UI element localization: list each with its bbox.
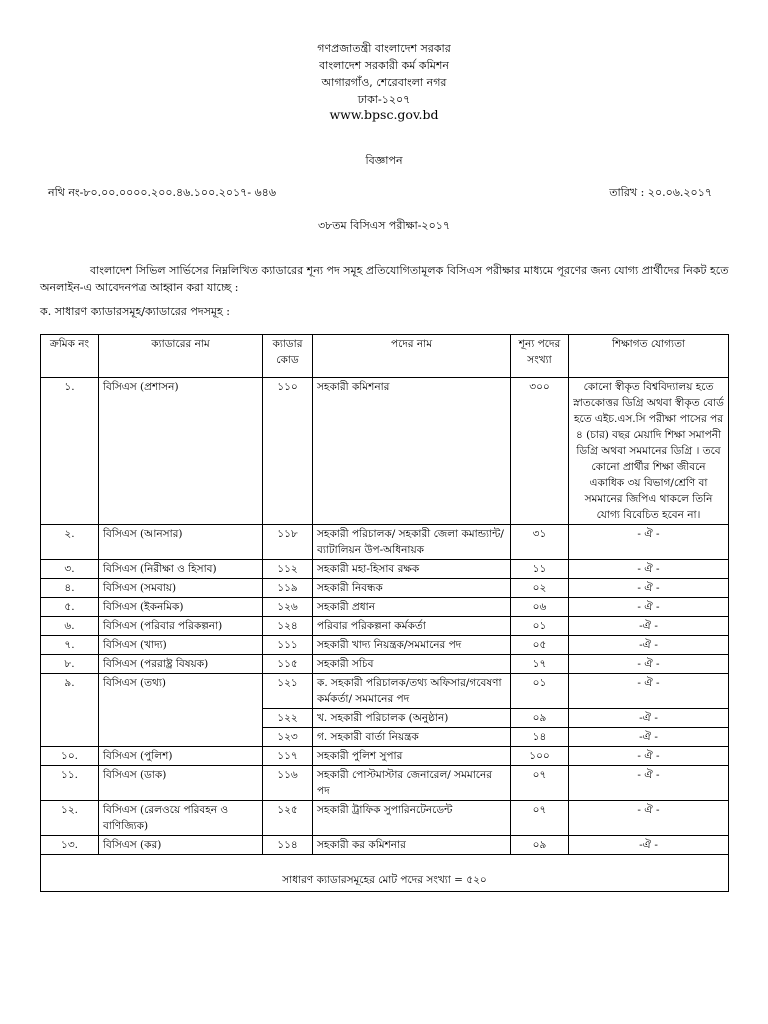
table-row — [41, 617, 729, 636]
memo-number: নথি নং-৮০.০০.০০০০.২০০.৪৬.১০০.২০১৭- ৬৪৬ — [48, 186, 276, 199]
post-cell: সহকারী পোস্টমাস্টার জেনারেল/ সমমানের পদ — [313, 766, 511, 801]
code-cell: ১১০ — [263, 378, 313, 525]
code-cell: ১১২ — [263, 560, 313, 579]
post-cell: খ. সহকারী পরিচালক (অনুষ্ঠান) — [313, 709, 511, 728]
intro-text-line2: অনলাইন-এ আবেদনপত্র আহ্বান করা যাচ্ছে : — [40, 281, 239, 294]
code-cell: ১১৭ — [263, 747, 313, 766]
cadre-cell: বিসিএস (তথ্য) — [99, 674, 263, 747]
post-cell: গ. সহকারী বার্তা নিয়ন্ত্রক — [313, 728, 511, 747]
cadre-cell: বিসিএস (কর) — [99, 836, 263, 855]
address-line: আগারগাঁও, শেরেবাংলা নগর — [321, 76, 447, 89]
count-cell: ৩০০ — [511, 378, 569, 525]
qualification-cell: - ঐ - — [569, 674, 729, 709]
code-cell: ১১৬ — [263, 766, 313, 801]
cadre-cell: বিসিএস (রেলওয়ে পরিবহন ও বাণিজ্যিক) — [99, 801, 263, 836]
govt-name: গণপ্রজাতন্ত্রী বাংলাদেশ সরকার — [317, 42, 451, 55]
qualification-cell: কোনো স্বীকৃত বিশ্ববিদ্যালয় হতে স্নাতকোত্তর ডিগ্রি অথবা স্বীকৃত বোর্ড হতে এইচ.এস.সি পরীক্ষা পাসের পর ৪ (চার) বছর মেয়াদি শিক্ষা সমাপনী ডিগ্রি অথবা সমমানের ডিগ্রি । তবে কোনো প্রার্থীর শিক্ষা জীবনে একাধিক ৩য় বিভাগ/শ্রেণি বা সমমানের জিপিএ থাকলে তিনি যোগ্য বিবেচিত হবেন না। — [569, 378, 729, 525]
post-cell: সহকারী কর কমিশনার — [313, 836, 511, 855]
serial-cell: ১২. — [41, 801, 99, 836]
serial-cell: ১. — [41, 378, 99, 525]
cadre-cell: বিসিএস (ইকনমিক) — [99, 598, 263, 617]
count-cell: ৩১ — [511, 525, 569, 560]
qualification-cell: - ঐ - — [569, 525, 729, 560]
serial-cell: ৪. — [41, 579, 99, 598]
serial-cell: ৭. — [41, 636, 99, 655]
website-link[interactable]: www.bpsc.gov.bd — [329, 107, 439, 122]
commission-name: বাংলাদেশ সরকারী কর্ম কমিশন — [319, 59, 449, 72]
serial-cell: ৩. — [41, 560, 99, 579]
table-row — [41, 598, 729, 617]
count-cell: ১৭ — [511, 655, 569, 674]
cadre-cell: বিসিএস (ডাক) — [99, 766, 263, 801]
qualification-cell: - ঐ - — [569, 801, 729, 836]
qualification-cell: - ঐ - — [569, 598, 729, 617]
serial-cell: ৫. — [41, 598, 99, 617]
header-post-name: পদের নাম — [313, 335, 511, 378]
cadre-cell: বিসিএস (খাদ্য) — [99, 636, 263, 655]
header-cadre-name: ক্যাডারের নাম — [99, 335, 263, 378]
post-cell: সহকারী খাদ্য নিয়ন্ত্রক/সমমানের পদ — [313, 636, 511, 655]
table-row — [41, 674, 729, 709]
cadre-cell: বিসিএস (প্রশাসন) — [99, 378, 263, 525]
serial-cell: ৬. — [41, 617, 99, 636]
code-cell: ১১৮ — [263, 525, 313, 560]
cadre-cell: বিসিএস (আনসার) — [99, 525, 263, 560]
count-cell: ১৪ — [511, 728, 569, 747]
count-cell: ১১ — [511, 560, 569, 579]
cadre-cell: বিসিএস (নিরীক্ষা ও হিসাব) — [99, 560, 263, 579]
table-header-row — [41, 335, 729, 378]
post-cell: ক. সহকারী পরিচালক/তথ্য অফিসার/গবেষণা কর্মকর্তা/ সমমানের পদ — [313, 674, 511, 709]
qualification-cell: - ঐ - — [569, 655, 729, 674]
qualification-cell: - ঐ - — [569, 747, 729, 766]
qualification-cell: -ঐ - — [569, 836, 729, 855]
table-row — [41, 801, 729, 836]
table-row — [41, 655, 729, 674]
code-cell: ১২৫ — [263, 801, 313, 836]
section-heading: ক. সাধারণ ক্যাডারসমূহ/ক্যাডারের পদসমূহ : — [40, 305, 230, 318]
notice-title: বিজ্ঞাপন — [365, 154, 403, 167]
count-cell: ০৭ — [511, 766, 569, 801]
code-cell: ১২৪ — [263, 617, 313, 636]
serial-cell: ১০. — [41, 747, 99, 766]
code-cell: ১২১ — [263, 674, 313, 709]
table-row — [41, 836, 729, 855]
post-cell: সহকারী ট্রাফিক সুপারিনটেনডেন্ট — [313, 801, 511, 836]
cadre-table — [40, 334, 729, 892]
table-row — [41, 560, 729, 579]
table-total-row — [41, 855, 729, 892]
cadre-cell: বিসিএস (পুলিশ) — [99, 747, 263, 766]
code-cell: ১২২ — [263, 709, 313, 728]
cadre-cell: বিসিএস (পরিবার পরিকল্পনা) — [99, 617, 263, 636]
count-cell: ০২ — [511, 579, 569, 598]
qualification-cell: - ঐ - — [569, 766, 729, 801]
header-serial: ক্রমিক নং — [41, 335, 99, 378]
table-row — [41, 378, 729, 525]
code-cell: ১১৪ — [263, 836, 313, 855]
count-cell: ০৬ — [511, 598, 569, 617]
qualification-cell: -ঐ - — [569, 709, 729, 728]
count-cell: ০৯ — [511, 836, 569, 855]
count-cell: ১০০ — [511, 747, 569, 766]
qualification-cell: -ঐ - — [569, 617, 729, 636]
post-cell: সহকারী মহা-হিসাব রক্ষক — [313, 560, 511, 579]
table-row — [41, 525, 729, 560]
code-cell: ১১৯ — [263, 579, 313, 598]
post-cell: সহকারী প্রধান — [313, 598, 511, 617]
count-cell: ০৭ — [511, 801, 569, 836]
cadre-cell: বিসিএস (সমবায়) — [99, 579, 263, 598]
serial-cell: ৯. — [41, 674, 99, 747]
header-cadre-code: ক্যাডার কোড — [263, 335, 313, 378]
serial-cell: ৮. — [41, 655, 99, 674]
count-cell: ০৯ — [511, 709, 569, 728]
code-cell: ১১৫ — [263, 655, 313, 674]
serial-cell: ১১. — [41, 766, 99, 801]
post-cell: সহকারী কমিশনার — [313, 378, 511, 525]
code-cell: ১২৩ — [263, 728, 313, 747]
qualification-cell: - ঐ - — [569, 560, 729, 579]
post-cell: সহকারী সচিব — [313, 655, 511, 674]
serial-cell: ১৩. — [41, 836, 99, 855]
notice-date: তারিখ : ২০.০৬.২০১৭ — [609, 186, 712, 199]
table-row — [41, 747, 729, 766]
count-cell: ০১ — [511, 617, 569, 636]
header-vacancies: শূন্য পদের সংখ্যা — [511, 335, 569, 378]
post-cell: সহকারী পুলিশ সুপার — [313, 747, 511, 766]
serial-cell: ২. — [41, 525, 99, 560]
city-line: ঢাকা-১২০৭ — [357, 93, 411, 106]
table-row — [41, 579, 729, 598]
qualification-cell: - ঐ - — [569, 579, 729, 598]
cadre-cell: বিসিএস (পররাষ্ট্র বিষয়ক) — [99, 655, 263, 674]
header-qualification: শিক্ষাগত যোগ্যতা — [569, 335, 729, 378]
code-cell: ১১১ — [263, 636, 313, 655]
post-cell: সহকারী পরিচালক/ সহকারী জেলা কমান্ড্যান্ট/ব্যাটালিয়ন উপ-অধিনায়ক — [313, 525, 511, 560]
intro-text-line1: বাংলাদেশ সিভিল সার্ভিসের নিম্নলিখিত ক্যাডারের শূন্য পদ সমূহ প্রতিযোগিতামূলক বিসিএস পরীক্ষার মাধ্যমে পূরণের জন্য যোগ্য প্রার্থীদের নিকট হতে — [90, 264, 729, 277]
total-posts: সাধারণ ক্যাডারসমূহের মোট পদের সংখ্যা = ৫২০ — [41, 855, 729, 892]
table-row — [41, 636, 729, 655]
post-cell: সহকারী নিবন্ধক — [313, 579, 511, 598]
table-row — [41, 766, 729, 801]
count-cell: ০৫ — [511, 636, 569, 655]
exam-title: ৩৮তম বিসিএস পরীক্ষা-২০১৭ — [317, 219, 451, 232]
post-cell: পরিবার পরিকল্পনা কর্মকর্তা — [313, 617, 511, 636]
count-cell: ০১ — [511, 674, 569, 709]
qualification-cell: -ঐ - — [569, 636, 729, 655]
qualification-cell: -ঐ - — [569, 728, 729, 747]
code-cell: ১২৬ — [263, 598, 313, 617]
